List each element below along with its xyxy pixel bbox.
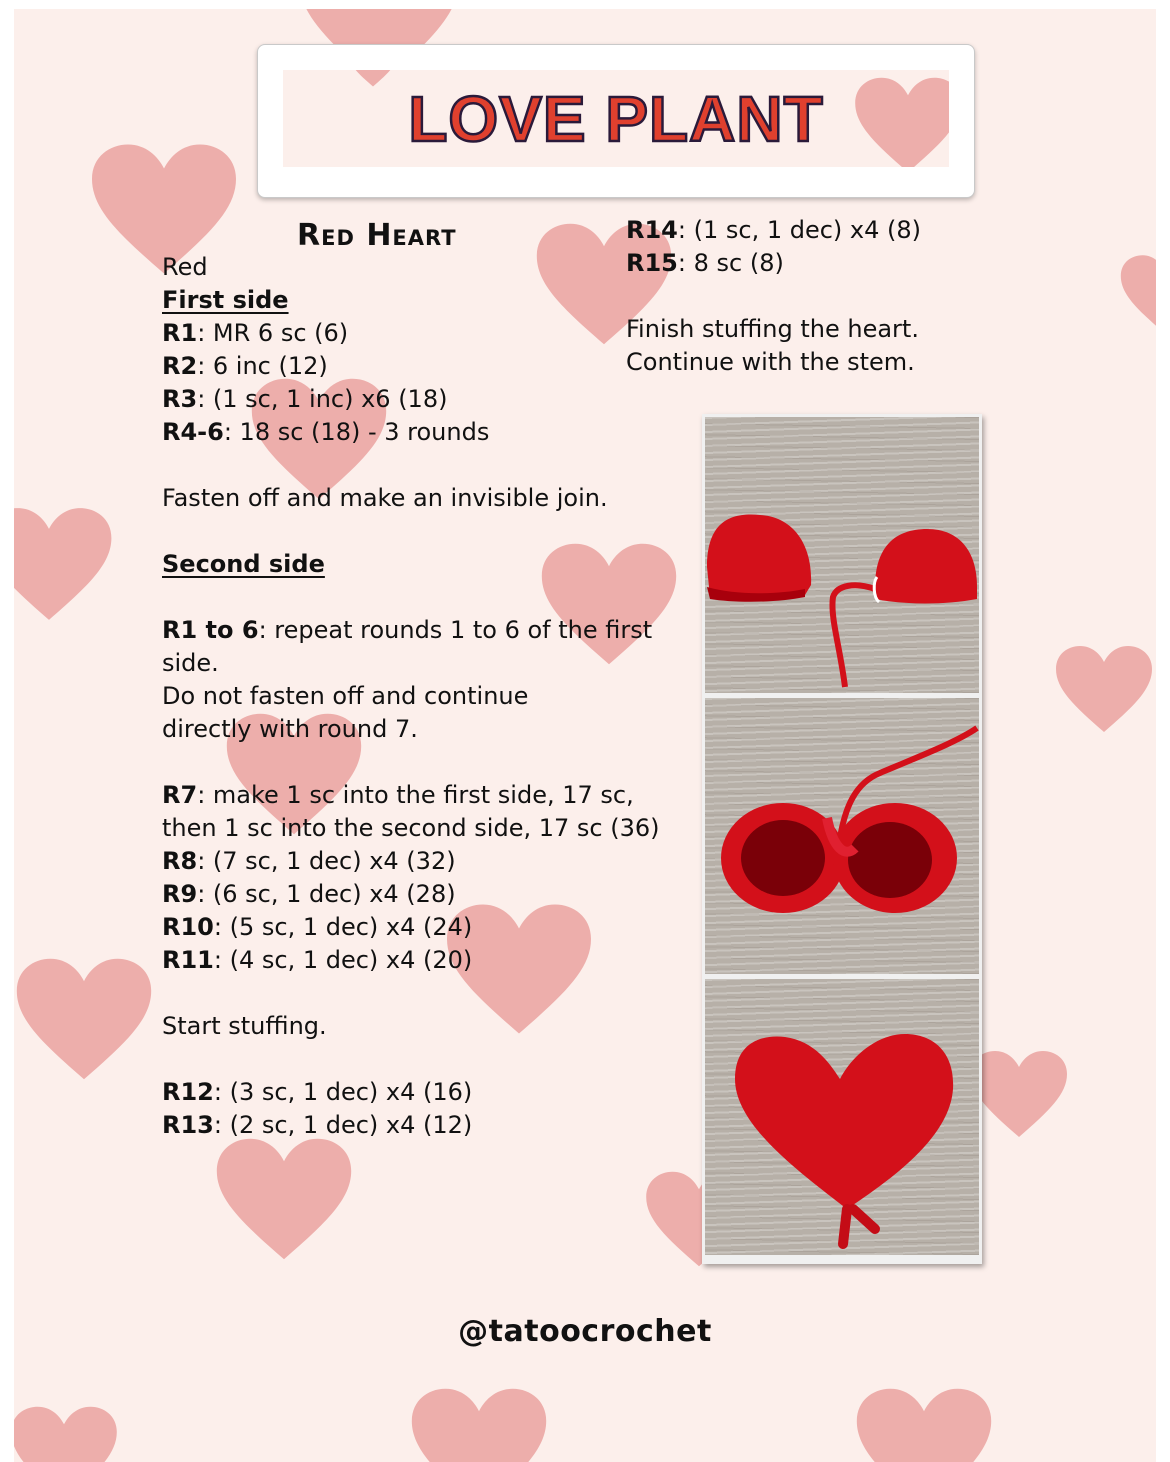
- round-text: : repeat rounds 1 to 6 of the first side.: [162, 616, 653, 677]
- background-heart-icon: [348, 70, 398, 100]
- round-label: R7: [162, 781, 198, 809]
- instruction-note: Start stuffing.: [162, 1012, 327, 1040]
- background-heart-icon: [14, 1379, 119, 1462]
- recipe-page: [14, 9, 1156, 1462]
- yarn-color-label: Red: [162, 253, 208, 281]
- progress-photo-strip: [702, 414, 982, 1264]
- instruction-note: Finish stuffing the heart.: [626, 315, 919, 343]
- round-label: R15: [626, 249, 678, 277]
- round-label: R2: [162, 352, 198, 380]
- round-label: R4-6: [162, 418, 224, 446]
- instructions-left-column: [162, 219, 667, 1142]
- round-text: : (1 sc, 1 inc) x6 (18): [197, 385, 448, 413]
- round-text: : 8 sc (8): [677, 249, 784, 277]
- section-title: Red Heart: [297, 218, 457, 253]
- round-text: : (3 sc, 1 dec) x4 (16): [213, 1078, 473, 1106]
- round-label: R10: [162, 913, 214, 941]
- round-text: : (4 sc, 1 dec) x4 (20): [213, 946, 473, 974]
- instructions-right-column: [626, 214, 921, 379]
- photo-joined-sides: [705, 698, 979, 974]
- round-label: R1 to 6: [162, 616, 259, 644]
- title-banner-inner: [283, 70, 949, 167]
- round-label: R12: [162, 1078, 214, 1106]
- round-row: [162, 416, 667, 449]
- round-text: : make 1 sc into the first side, 17 sc, then 1 sc into the second side, 17 sc (36): [162, 781, 660, 842]
- round-text: : MR 6 sc (6): [197, 319, 349, 347]
- round-row: [626, 214, 921, 247]
- round-row: [162, 1076, 667, 1109]
- round-label: R14: [626, 216, 678, 244]
- round-row: [162, 911, 667, 944]
- second-side-heading: Second side: [162, 550, 325, 578]
- round-label: R8: [162, 847, 198, 875]
- background-heart-icon: [1054, 629, 1154, 749]
- round-row: [162, 878, 667, 911]
- round-label: R1: [162, 319, 198, 347]
- background-heart-icon: [14, 939, 154, 1099]
- round-label: R9: [162, 880, 198, 908]
- round-row: [162, 944, 667, 977]
- round-text: : (2 sc, 1 dec) x4 (12): [213, 1111, 473, 1139]
- crochet-heart-icon: [705, 979, 979, 1255]
- round-text: : (6 sc, 1 dec) x4 (28): [197, 880, 456, 908]
- round-row: [626, 247, 921, 280]
- round-text: : 18 sc (18) - 3 rounds: [223, 418, 490, 446]
- photo-two-halves: [705, 417, 979, 693]
- round-row: [162, 779, 667, 845]
- round-text: : (5 sc, 1 dec) x4 (24): [213, 913, 473, 941]
- instruction-note: Continue with the stem.: [626, 348, 915, 376]
- round-row: [162, 317, 667, 350]
- author-handle: @tatoocrochet: [458, 1314, 712, 1349]
- first-side-heading: First side: [162, 286, 289, 314]
- crochet-joined-icon: [705, 698, 979, 974]
- round-text: : (7 sc, 1 dec) x4 (32): [197, 847, 456, 875]
- background-heart-icon: [1119, 239, 1156, 349]
- round-label: R11: [162, 946, 214, 974]
- title-banner: [257, 44, 975, 198]
- photo-finished-heart: [705, 979, 979, 1255]
- round-row: [162, 350, 667, 383]
- round-text: : 6 inc (12): [197, 352, 328, 380]
- background-heart-icon: [214, 1119, 354, 1279]
- background-heart-icon: [14, 479, 114, 649]
- round-row: [162, 845, 667, 878]
- round-label: R13: [162, 1111, 214, 1139]
- background-heart-icon: [853, 70, 949, 167]
- instruction-note: Fasten off and make an invisible join.: [162, 484, 608, 512]
- crochet-halves-icon: [705, 417, 979, 693]
- round-row: [162, 383, 667, 416]
- page-title: LOVE PLANT: [408, 82, 824, 155]
- round-label: R3: [162, 385, 198, 413]
- round-text: : (1 sc, 1 dec) x4 (8): [677, 216, 922, 244]
- round-row: [162, 614, 667, 680]
- background-heart-icon: [854, 1364, 994, 1462]
- background-heart-icon: [409, 1364, 549, 1462]
- instruction-note: Do not fasten off and continue directly with round 7.: [162, 682, 529, 743]
- background-heart-icon: [969, 1029, 1069, 1159]
- round-row: [162, 1109, 667, 1142]
